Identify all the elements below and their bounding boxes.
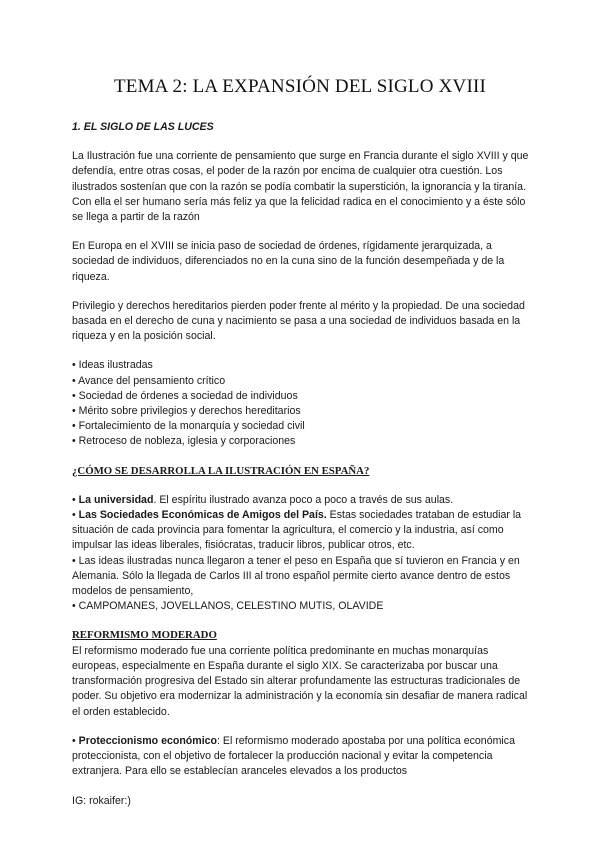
term-universidad: La universidad (78, 493, 154, 506)
bullet-char: • (72, 734, 79, 747)
item-proteccionismo-text: : El reformismo moderado apostaba por una política económica proteccionista, con el objetivo de fortalecer la producción nacional y evitar la competencia extranjera. Para ello se establecían aranceles elevados a los productos (72, 734, 515, 778)
paragraph-ilustracion: La Ilustración fue una corriente de pensamiento que surge en Francia durante el siglo XVIII y que defendía, entre otras cosas, el poder de la razón por encima de cualquier otra cuestión. Los ilustrados sostenían que con la razón se podía combatir la superstición, la ignorancia y la tiranía. Con ella el ser humano sería más feliz ya que la felicidad radica en el conocimiento y a éste sólo se llega a partir de la razón (72, 150, 529, 224)
footer-credit: IG: rokaifer:) (72, 795, 131, 807)
item-ideas-ilustradas: • Las ideas ilustradas nunca llegaron a tener el peso en España que sí tuvieron en Francia y en Alemania. Sólo la llegada de Carlos III al trono español permite cierto avance dentro de estos modelos de pensamiento, (72, 554, 520, 598)
item-sociedades-economicas (72, 508, 534, 554)
list-item: • Mérito sobre privilegios y derechos hereditarios (72, 405, 301, 418)
document-body (72, 120, 534, 779)
bullet-char: • (72, 493, 79, 506)
item-universidad-text: . El espíritu ilustrado avanza poco a poco a través de sus aulas. (153, 493, 454, 506)
summary-bullet-list (72, 358, 534, 449)
list-item: • Ideas ilustradas (72, 359, 153, 372)
list-item: • Avance del pensamiento crítico (72, 374, 226, 387)
term-sociedades: Las Sociedades Económicas de Amigos del País. (78, 509, 327, 522)
item-ilustrados-nombres: • CAMPOMANES, JOVELLANOS, CELESTINO MUTIS, OLAVIDE (72, 600, 384, 613)
term-proteccionismo: Proteccionismo económico (78, 734, 217, 747)
paragraph-reformismo: El reformismo moderado fue una corriente política predominante en muchas monarquías europeas, especialmente en España durante el siglo XIX. Se caracterizaba por buscar una transformación progresiva del Estado sin alterar profundamente las estructuras tradicionales de poder. Su objetivo era modernizar la administración y la economía sin desafiar de manera radical el orden establecido. (72, 644, 528, 718)
paragraph-sociedad: En Europa en el XVIII se inicia paso de sociedad de órdenes, rígidamente jerarquizada, a sociedad de individuos, diferenciados no en la cuna sino de la función desempeñada y de la riqueza. (72, 240, 505, 283)
list-item: • Sociedad de órdenes a sociedad de individuos (72, 389, 298, 402)
page-title: TEMA 2: LA EXPANSIÓN DEL SIGLO XVIII (113, 76, 487, 97)
section-heading-reformismo: REFORMISMO MODERADO (72, 629, 217, 642)
section-heading-siglo-luces: 1. EL SIGLO DE LAS LUCES (72, 121, 214, 133)
bullet-char: • (72, 509, 79, 522)
section-heading-espana: ¿CÓMO SE DESARROLLA LA ILUSTRACIÓN EN ESPAÑA? (72, 464, 370, 477)
list-item: • Retroceso de nobleza, iglesia y corporaciones (72, 435, 296, 448)
list-item: • Fortalecimiento de la monarquía y sociedad civil (72, 420, 305, 433)
item-sociedades-text: Estas sociedades trataban de estudiar la situación de cada provincia para fomentar la agricultura, el comercio y la industria, así como impulsar las ideas liberales, fisiócratas, traducir libros, publicar otros, etc. (72, 509, 522, 552)
item-proteccionismo (72, 734, 534, 780)
item-universidad (72, 493, 534, 508)
paragraph-privilegio: Privilegio y derechos hereditarios pierden poder frente al mérito y la propiedad. De una sociedad basada en el derecho de cuna y nacimiento se pasa a una sociedad de individuos basada en la riqueza y en la posición social. (72, 299, 525, 343)
